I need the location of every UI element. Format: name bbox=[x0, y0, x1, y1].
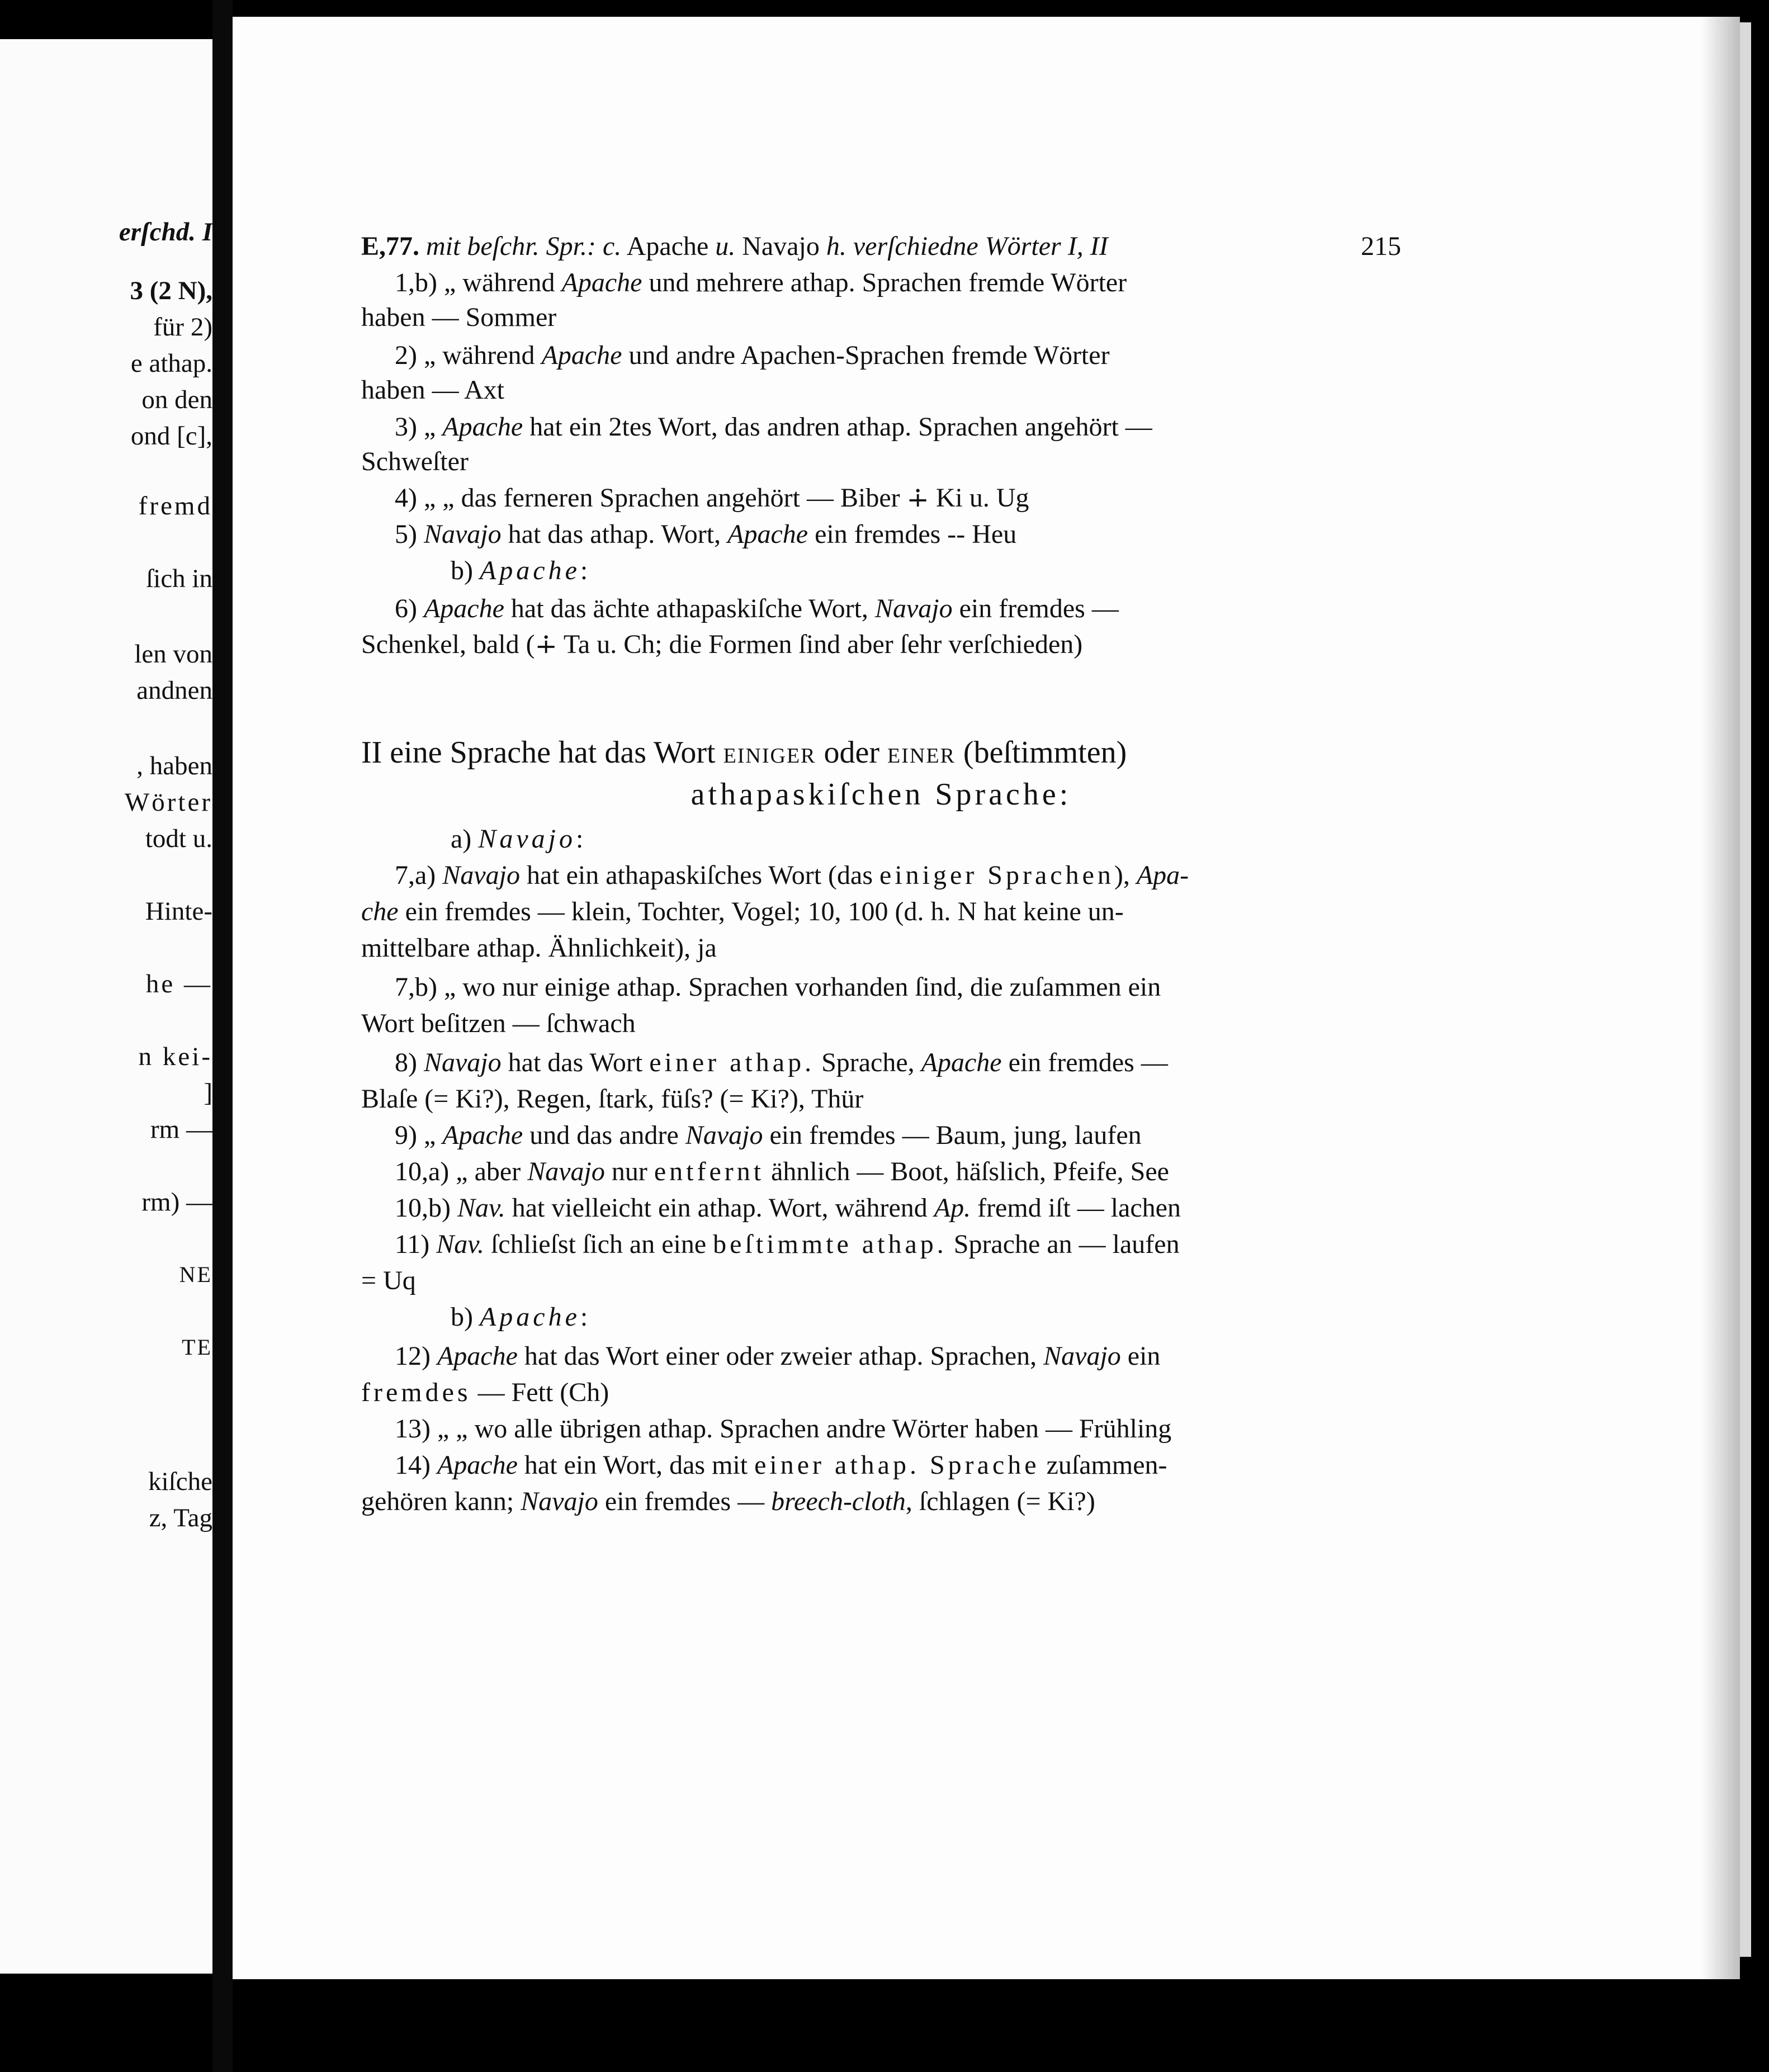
text-line: = Uq bbox=[361, 1266, 416, 1295]
left-line: he — bbox=[145, 969, 212, 999]
left-line: erſchd. I bbox=[119, 217, 212, 247]
left-line: kiſche bbox=[148, 1467, 212, 1496]
subsection-label: b) Apache: bbox=[451, 556, 588, 585]
text-line: 2) „ während Apache und andre Apachen-Sprachen fremde Wörter bbox=[395, 340, 1110, 370]
left-line: rm) — bbox=[141, 1188, 212, 1217]
text-line: 14) Apache hat ein Wort, das mit einer athap. Sprache zuſammen- bbox=[395, 1450, 1167, 1480]
text-line: mittelbare athap. Ähnlichkeit), ja bbox=[361, 933, 717, 963]
page-stack-edge bbox=[1740, 22, 1751, 1957]
text-line: 11) Nav. ſchlieſst ſich an eine beſtimmte athap. Sprache an — laufen bbox=[395, 1229, 1180, 1259]
text-line: 12) Apache hat das Wort einer oder zweier athap. Sprachen, Navajo ein bbox=[395, 1341, 1161, 1371]
section-heading: II eine Sprache hat das Wort EINIGER oder EINER (beſtimmten) bbox=[361, 735, 1127, 770]
text-line: 7,b) „ wo nur einige athap. Sprachen vorhanden ſind, die zuſammen ein bbox=[395, 972, 1161, 1002]
text-line: haben — Axt bbox=[361, 375, 504, 405]
page-edge-shadow bbox=[1701, 17, 1740, 1979]
left-line: , haben bbox=[136, 751, 212, 780]
left-line: n kei- bbox=[138, 1042, 212, 1071]
header-italic-3: h. verſchiedne Wörter I, II bbox=[826, 231, 1108, 261]
text-line: 6) Apache hat das ächte athapaskiſche Wort, Navajo ein fremdes — bbox=[395, 594, 1119, 623]
left-line: Wörter bbox=[124, 788, 212, 817]
left-page bbox=[0, 39, 212, 1974]
text-line: haben — Sommer bbox=[361, 302, 557, 332]
left-line: TE bbox=[182, 1335, 212, 1360]
left-line: z, Tag bbox=[149, 1503, 212, 1532]
text-line: 8) Navajo hat das Wort einer athap. Sprache, Apache ein fremdes — bbox=[395, 1048, 1168, 1077]
left-line: 3 (2 N), bbox=[130, 276, 212, 305]
left-line: e athap. bbox=[130, 349, 212, 378]
text-line: 1,b) „ während Apache und mehrere athap. Sprachen fremde Wörter bbox=[395, 268, 1127, 297]
left-line: NE bbox=[179, 1262, 212, 1287]
text-line: 10,a) „ aber Navajo nur entfernt ähnlich — Boot, häſslich, Pfeife, See bbox=[395, 1157, 1169, 1186]
text-line: fremdes — Fett (Ch) bbox=[361, 1378, 609, 1407]
left-line: Hinte- bbox=[145, 897, 212, 926]
text-line: 4) „ „ das ferneren Sprachen angehört — Biber ∔ Ki u. Ug bbox=[395, 483, 1029, 513]
text-line: Blaſe (= Ki?), Regen, ſtark, füſs? (= Ki?), Thür bbox=[361, 1084, 864, 1114]
header-italic-2: u. bbox=[715, 231, 736, 261]
text-line: Wort beſitzen — ſchwach bbox=[361, 1009, 636, 1038]
subsection-label: a) Navajo: bbox=[451, 824, 584, 854]
running-header bbox=[361, 229, 1401, 264]
text-line: 7,a) Navajo hat ein athapaskiſches Wort (das einiger Sprachen), Apa- bbox=[395, 860, 1189, 890]
left-line: on den bbox=[141, 385, 212, 414]
left-line: für 2) bbox=[153, 313, 212, 342]
text-line: Schenkel, bald (∔ Ta u. Ch; die Formen ſind aber ſehr verſchieden) bbox=[361, 630, 1083, 659]
section-heading-line2: athapaskiſchen Sprache: bbox=[690, 777, 1072, 812]
text-line: 10,b) Nav. hat vielleicht ein athap. Wort, während Ap. fremd iſt — lachen bbox=[395, 1193, 1181, 1223]
text-line: che ein fremdes — klein, Tochter, Vogel; 10, 100 (d. h. N hat keine un- bbox=[361, 897, 1124, 926]
text-line: 9) „ Apache und das andre Navajo ein fremdes — Baum, jung, laufen bbox=[395, 1120, 1142, 1150]
book-gutter bbox=[212, 0, 233, 2072]
header-name-1: Apache bbox=[626, 231, 709, 261]
left-line: andnen bbox=[136, 676, 212, 705]
header-name-2: Navajo bbox=[742, 231, 820, 261]
text-line: 3) „ Apache hat ein 2tes Wort, das andren athap. Sprachen angehört — bbox=[395, 412, 1152, 442]
text-line: 13) „ „ wo alle übrigen athap. Sprachen andre Wörter haben — Frühling bbox=[395, 1414, 1172, 1444]
left-line: todt u. bbox=[145, 824, 212, 853]
text-line: 5) Navajo hat das athap. Wort, Apache ein fremdes -- Heu bbox=[395, 519, 1017, 549]
left-line: fremd bbox=[138, 491, 212, 521]
left-line: ſich in bbox=[146, 564, 212, 593]
header-italic-1: mit beſchr. Spr.: c. bbox=[426, 231, 622, 261]
subsection-label: b) Apache: bbox=[451, 1302, 588, 1332]
left-line: ] bbox=[204, 1078, 212, 1108]
header-section-number: E,77. bbox=[361, 231, 420, 261]
text-line: gehören kann; Navajo ein fremdes — breech-cloth, ſchlagen (= Ki?) bbox=[361, 1487, 1095, 1516]
left-page-text bbox=[0, 39, 212, 1974]
text-line: Schweſter bbox=[361, 447, 469, 476]
left-line: len von bbox=[134, 640, 212, 669]
left-line: ond [c], bbox=[130, 422, 212, 451]
right-page bbox=[233, 17, 1740, 1979]
left-line: rm — bbox=[150, 1115, 212, 1144]
page-number: 215 bbox=[1361, 231, 1401, 261]
